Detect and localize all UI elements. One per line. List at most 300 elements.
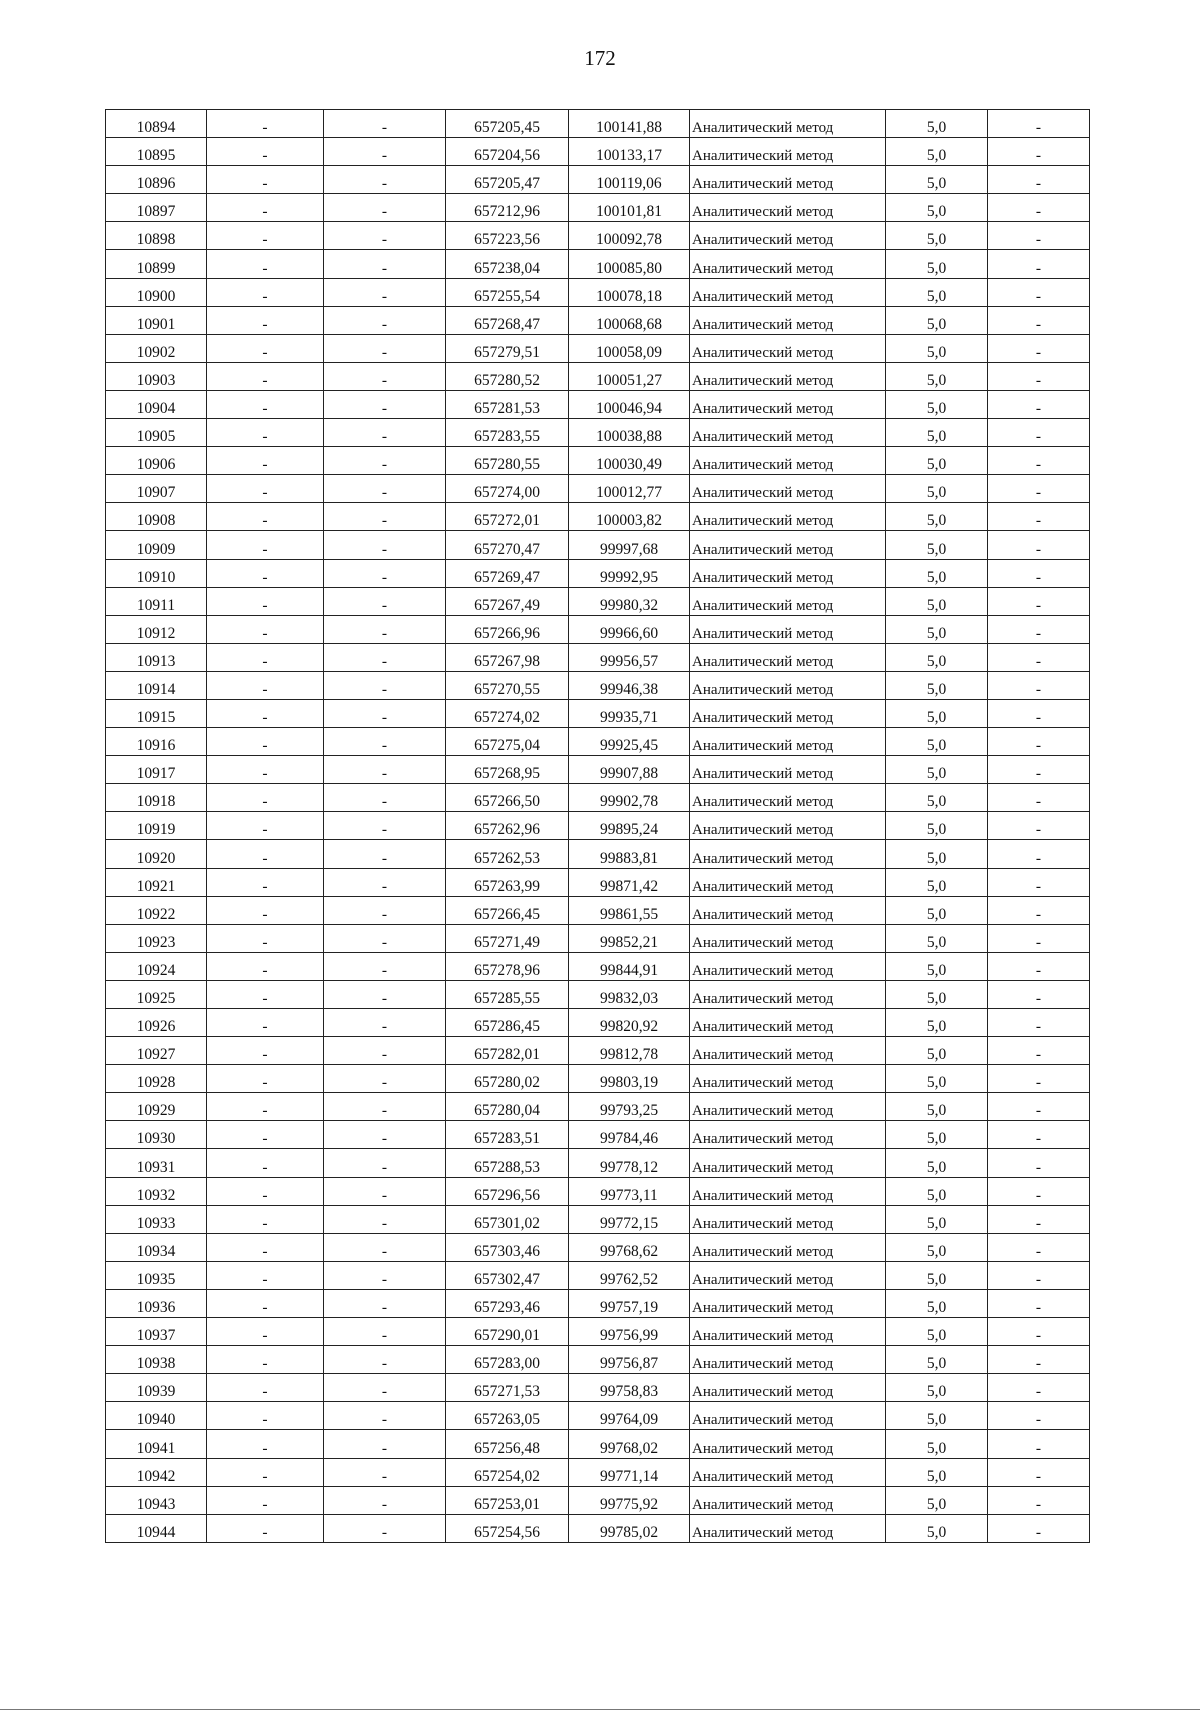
x-coordinate-cell: 657266,96 — [446, 615, 569, 643]
y-coordinate-cell: 99803,19 — [569, 1065, 690, 1093]
empty-value-cell: - — [207, 1205, 324, 1233]
table-row — [106, 756, 1090, 784]
empty-value-cell: - — [324, 1177, 446, 1205]
empty-value-cell: - — [207, 475, 324, 503]
x-coordinate-cell: 657278,96 — [446, 952, 569, 980]
y-coordinate-cell: 99785,02 — [569, 1514, 690, 1542]
empty-value-cell: - — [324, 587, 446, 615]
table-row — [106, 1037, 1090, 1065]
empty-value-cell: - — [207, 728, 324, 756]
x-coordinate-cell: 657280,55 — [446, 447, 569, 475]
method-cell: Аналитический метод — [690, 503, 886, 531]
method-cell: Аналитический метод — [690, 1318, 886, 1346]
method-cell: Аналитический метод — [690, 166, 886, 194]
point-number-cell: 10900 — [106, 278, 207, 306]
method-cell: Аналитический метод — [690, 194, 886, 222]
empty-value-cell: - — [207, 756, 324, 784]
empty-value-cell: - — [324, 756, 446, 784]
empty-value-cell: - — [324, 1205, 446, 1233]
empty-value-cell: - — [324, 419, 446, 447]
empty-value-cell: - — [324, 1093, 446, 1121]
empty-value-cell: - — [207, 671, 324, 699]
method-cell: Аналитический метод — [690, 1346, 886, 1374]
empty-value-cell: - — [324, 250, 446, 278]
table-row — [106, 980, 1090, 1008]
point-number-cell: 10931 — [106, 1149, 207, 1177]
x-coordinate-cell: 657282,01 — [446, 1037, 569, 1065]
point-number-cell: 10913 — [106, 643, 207, 671]
accuracy-cell: 5,0 — [886, 671, 988, 699]
method-cell: Аналитический метод — [690, 868, 886, 896]
method-cell: Аналитический метод — [690, 447, 886, 475]
point-number-cell: 10932 — [106, 1177, 207, 1205]
y-coordinate-cell: 99820,92 — [569, 1009, 690, 1037]
empty-value-cell: - — [207, 1374, 324, 1402]
x-coordinate-cell: 657254,56 — [446, 1514, 569, 1542]
x-coordinate-cell: 657283,55 — [446, 419, 569, 447]
point-number-cell: 10919 — [106, 812, 207, 840]
x-coordinate-cell: 657301,02 — [446, 1205, 569, 1233]
table-row — [106, 587, 1090, 615]
y-coordinate-cell: 99758,83 — [569, 1374, 690, 1402]
y-coordinate-cell: 99902,78 — [569, 784, 690, 812]
empty-value-cell: - — [324, 980, 446, 1008]
method-cell: Аналитический метод — [690, 362, 886, 390]
y-coordinate-cell: 100085,80 — [569, 250, 690, 278]
empty-value-cell: - — [207, 840, 324, 868]
accuracy-cell: 5,0 — [886, 1261, 988, 1289]
empty-value-cell: - — [988, 784, 1090, 812]
table-row — [106, 1261, 1090, 1289]
point-number-cell: 10894 — [106, 110, 207, 138]
empty-value-cell: - — [988, 671, 1090, 699]
empty-value-cell: - — [324, 138, 446, 166]
y-coordinate-cell: 99793,25 — [569, 1093, 690, 1121]
x-coordinate-cell: 657266,45 — [446, 896, 569, 924]
x-coordinate-cell: 657283,51 — [446, 1121, 569, 1149]
page-bottom-edge — [0, 1709, 1200, 1710]
table-row — [106, 728, 1090, 756]
method-cell: Аналитический метод — [690, 1486, 886, 1514]
empty-value-cell: - — [988, 531, 1090, 559]
accuracy-cell: 5,0 — [886, 222, 988, 250]
accuracy-cell: 5,0 — [886, 1121, 988, 1149]
x-coordinate-cell: 657281,53 — [446, 390, 569, 418]
empty-value-cell: - — [207, 1346, 324, 1374]
accuracy-cell: 5,0 — [886, 1177, 988, 1205]
x-coordinate-cell: 657280,04 — [446, 1093, 569, 1121]
table-row — [106, 1318, 1090, 1346]
empty-value-cell: - — [207, 419, 324, 447]
method-cell: Аналитический метод — [690, 1205, 886, 1233]
x-coordinate-cell: 657205,47 — [446, 166, 569, 194]
method-cell: Аналитический метод — [690, 1402, 886, 1430]
table-row — [106, 1065, 1090, 1093]
empty-value-cell: - — [207, 784, 324, 812]
table-row — [106, 110, 1090, 138]
y-coordinate-cell: 99980,32 — [569, 587, 690, 615]
table-row — [106, 812, 1090, 840]
accuracy-cell: 5,0 — [886, 840, 988, 868]
point-number-cell: 10939 — [106, 1374, 207, 1402]
method-cell: Аналитический метод — [690, 671, 886, 699]
empty-value-cell: - — [988, 390, 1090, 418]
empty-value-cell: - — [324, 1037, 446, 1065]
table-row — [106, 896, 1090, 924]
empty-value-cell: - — [324, 1346, 446, 1374]
empty-value-cell: - — [324, 1149, 446, 1177]
empty-value-cell: - — [207, 138, 324, 166]
method-cell: Аналитический метод — [690, 1458, 886, 1486]
empty-value-cell: - — [988, 980, 1090, 1008]
empty-value-cell: - — [324, 643, 446, 671]
table-row — [106, 952, 1090, 980]
point-number-cell: 10904 — [106, 390, 207, 418]
accuracy-cell: 5,0 — [886, 924, 988, 952]
accuracy-cell: 5,0 — [886, 1514, 988, 1542]
method-cell: Аналитический метод — [690, 1261, 886, 1289]
empty-value-cell: - — [207, 306, 324, 334]
accuracy-cell: 5,0 — [886, 1289, 988, 1317]
empty-value-cell: - — [324, 362, 446, 390]
method-cell: Аналитический метод — [690, 475, 886, 503]
table-row — [106, 475, 1090, 503]
empty-value-cell: - — [324, 784, 446, 812]
x-coordinate-cell: 657263,05 — [446, 1402, 569, 1430]
point-number-cell: 10915 — [106, 699, 207, 727]
accuracy-cell: 5,0 — [886, 1009, 988, 1037]
table-row — [106, 1430, 1090, 1458]
method-cell: Аналитический метод — [690, 840, 886, 868]
point-number-cell: 10896 — [106, 166, 207, 194]
x-coordinate-cell: 657204,56 — [446, 138, 569, 166]
table-row — [106, 306, 1090, 334]
y-coordinate-cell: 99762,52 — [569, 1261, 690, 1289]
accuracy-cell: 5,0 — [886, 531, 988, 559]
method-cell: Аналитический метод — [690, 390, 886, 418]
point-number-cell: 10907 — [106, 475, 207, 503]
y-coordinate-cell: 99772,15 — [569, 1205, 690, 1233]
x-coordinate-cell: 657238,04 — [446, 250, 569, 278]
table-row — [106, 1009, 1090, 1037]
empty-value-cell: - — [207, 1486, 324, 1514]
empty-value-cell: - — [207, 166, 324, 194]
method-cell: Аналитический метод — [690, 278, 886, 306]
empty-value-cell: - — [324, 334, 446, 362]
y-coordinate-cell: 99946,38 — [569, 671, 690, 699]
empty-value-cell: - — [988, 1458, 1090, 1486]
y-coordinate-cell: 100003,82 — [569, 503, 690, 531]
empty-value-cell: - — [324, 1374, 446, 1402]
x-coordinate-cell: 657280,52 — [446, 362, 569, 390]
empty-value-cell: - — [988, 419, 1090, 447]
x-coordinate-cell: 657270,55 — [446, 671, 569, 699]
empty-value-cell: - — [207, 250, 324, 278]
accuracy-cell: 5,0 — [886, 1458, 988, 1486]
method-cell: Аналитический метод — [690, 952, 886, 980]
y-coordinate-cell: 100038,88 — [569, 419, 690, 447]
empty-value-cell: - — [324, 1121, 446, 1149]
accuracy-cell: 5,0 — [886, 475, 988, 503]
empty-value-cell: - — [988, 1486, 1090, 1514]
empty-value-cell: - — [207, 812, 324, 840]
empty-value-cell: - — [988, 1346, 1090, 1374]
accuracy-cell: 5,0 — [886, 728, 988, 756]
empty-value-cell: - — [324, 896, 446, 924]
accuracy-cell: 5,0 — [886, 1149, 988, 1177]
x-coordinate-cell: 657280,02 — [446, 1065, 569, 1093]
x-coordinate-cell: 657271,53 — [446, 1374, 569, 1402]
point-number-cell: 10926 — [106, 1009, 207, 1037]
accuracy-cell: 5,0 — [886, 390, 988, 418]
y-coordinate-cell: 99844,91 — [569, 952, 690, 980]
point-number-cell: 10929 — [106, 1093, 207, 1121]
empty-value-cell: - — [324, 531, 446, 559]
accuracy-cell: 5,0 — [886, 896, 988, 924]
empty-value-cell: - — [988, 1205, 1090, 1233]
point-number-cell: 10937 — [106, 1318, 207, 1346]
empty-value-cell: - — [207, 447, 324, 475]
empty-value-cell: - — [324, 1233, 446, 1261]
method-cell: Аналитический метод — [690, 250, 886, 278]
empty-value-cell: - — [988, 306, 1090, 334]
empty-value-cell: - — [207, 1037, 324, 1065]
y-coordinate-cell: 99768,02 — [569, 1430, 690, 1458]
accuracy-cell: 5,0 — [886, 278, 988, 306]
table-row — [106, 924, 1090, 952]
empty-value-cell: - — [207, 1318, 324, 1346]
accuracy-cell: 5,0 — [886, 334, 988, 362]
x-coordinate-cell: 657283,00 — [446, 1346, 569, 1374]
empty-value-cell: - — [324, 475, 446, 503]
table-row — [106, 1374, 1090, 1402]
empty-value-cell: - — [207, 278, 324, 306]
accuracy-cell: 5,0 — [886, 1093, 988, 1121]
accuracy-cell: 5,0 — [886, 980, 988, 1008]
method-cell: Аналитический метод — [690, 1065, 886, 1093]
table-row — [106, 1458, 1090, 1486]
table-row — [106, 1402, 1090, 1430]
point-number-cell: 10921 — [106, 868, 207, 896]
empty-value-cell: - — [988, 1093, 1090, 1121]
accuracy-cell: 5,0 — [886, 138, 988, 166]
y-coordinate-cell: 99966,60 — [569, 615, 690, 643]
table-row — [106, 531, 1090, 559]
empty-value-cell: - — [207, 643, 324, 671]
point-number-cell: 10902 — [106, 334, 207, 362]
empty-value-cell: - — [988, 334, 1090, 362]
y-coordinate-cell: 100068,68 — [569, 306, 690, 334]
point-number-cell: 10920 — [106, 840, 207, 868]
y-coordinate-cell: 99852,21 — [569, 924, 690, 952]
empty-value-cell: - — [988, 1121, 1090, 1149]
table-row — [106, 784, 1090, 812]
method-cell: Аналитический метод — [690, 1177, 886, 1205]
empty-value-cell: - — [324, 728, 446, 756]
accuracy-cell: 5,0 — [886, 812, 988, 840]
point-number-cell: 10912 — [106, 615, 207, 643]
empty-value-cell: - — [324, 924, 446, 952]
x-coordinate-cell: 657266,50 — [446, 784, 569, 812]
y-coordinate-cell: 99771,14 — [569, 1458, 690, 1486]
coordinates-table — [105, 109, 1090, 1543]
empty-value-cell: - — [207, 1177, 324, 1205]
accuracy-cell: 5,0 — [886, 784, 988, 812]
empty-value-cell: - — [207, 896, 324, 924]
x-coordinate-cell: 657275,04 — [446, 728, 569, 756]
empty-value-cell: - — [988, 1318, 1090, 1346]
accuracy-cell: 5,0 — [886, 952, 988, 980]
x-coordinate-cell: 657212,96 — [446, 194, 569, 222]
table-row — [106, 1205, 1090, 1233]
table-row — [106, 1289, 1090, 1317]
table-row — [106, 699, 1090, 727]
point-number-cell: 10943 — [106, 1486, 207, 1514]
point-number-cell: 10938 — [106, 1346, 207, 1374]
method-cell: Аналитический метод — [690, 138, 886, 166]
x-coordinate-cell: 657293,46 — [446, 1289, 569, 1317]
y-coordinate-cell: 100119,06 — [569, 166, 690, 194]
table-row — [106, 1486, 1090, 1514]
empty-value-cell: - — [988, 896, 1090, 924]
accuracy-cell: 5,0 — [886, 1318, 988, 1346]
x-coordinate-cell: 657267,49 — [446, 587, 569, 615]
point-number-cell: 10895 — [106, 138, 207, 166]
empty-value-cell: - — [324, 559, 446, 587]
empty-value-cell: - — [988, 587, 1090, 615]
method-cell: Аналитический метод — [690, 1121, 886, 1149]
accuracy-cell: 5,0 — [886, 503, 988, 531]
method-cell: Аналитический метод — [690, 896, 886, 924]
empty-value-cell: - — [988, 699, 1090, 727]
point-number-cell: 10903 — [106, 362, 207, 390]
y-coordinate-cell: 100092,78 — [569, 222, 690, 250]
accuracy-cell: 5,0 — [886, 1346, 988, 1374]
x-coordinate-cell: 657279,51 — [446, 334, 569, 362]
empty-value-cell: - — [207, 334, 324, 362]
empty-value-cell: - — [988, 166, 1090, 194]
empty-value-cell: - — [324, 699, 446, 727]
empty-value-cell: - — [207, 1430, 324, 1458]
point-number-cell: 10908 — [106, 503, 207, 531]
x-coordinate-cell: 657302,47 — [446, 1261, 569, 1289]
point-number-cell: 10924 — [106, 952, 207, 980]
empty-value-cell: - — [988, 278, 1090, 306]
empty-value-cell: - — [324, 1289, 446, 1317]
y-coordinate-cell: 100012,77 — [569, 475, 690, 503]
point-number-cell: 10922 — [106, 896, 207, 924]
y-coordinate-cell: 100030,49 — [569, 447, 690, 475]
point-number-cell: 10944 — [106, 1514, 207, 1542]
point-number-cell: 10930 — [106, 1121, 207, 1149]
method-cell: Аналитический метод — [690, 643, 886, 671]
x-coordinate-cell: 657286,45 — [446, 1009, 569, 1037]
x-coordinate-cell: 657296,56 — [446, 1177, 569, 1205]
empty-value-cell: - — [988, 475, 1090, 503]
y-coordinate-cell: 99756,87 — [569, 1346, 690, 1374]
point-number-cell: 10928 — [106, 1065, 207, 1093]
empty-value-cell: - — [207, 1458, 324, 1486]
accuracy-cell: 5,0 — [886, 447, 988, 475]
empty-value-cell: - — [324, 278, 446, 306]
table-row — [106, 840, 1090, 868]
empty-value-cell: - — [988, 868, 1090, 896]
empty-value-cell: - — [324, 671, 446, 699]
table-row — [106, 390, 1090, 418]
y-coordinate-cell: 99907,88 — [569, 756, 690, 784]
method-cell: Аналитический метод — [690, 1430, 886, 1458]
empty-value-cell: - — [324, 1486, 446, 1514]
table-row — [106, 1346, 1090, 1374]
point-number-cell: 10918 — [106, 784, 207, 812]
y-coordinate-cell: 100101,81 — [569, 194, 690, 222]
table-row — [106, 503, 1090, 531]
x-coordinate-cell: 657205,45 — [446, 110, 569, 138]
y-coordinate-cell: 100078,18 — [569, 278, 690, 306]
empty-value-cell: - — [324, 1065, 446, 1093]
y-coordinate-cell: 99757,19 — [569, 1289, 690, 1317]
point-number-cell: 10899 — [106, 250, 207, 278]
method-cell: Аналитический метод — [690, 110, 886, 138]
accuracy-cell: 5,0 — [886, 362, 988, 390]
empty-value-cell: - — [324, 1261, 446, 1289]
y-coordinate-cell: 99812,78 — [569, 1037, 690, 1065]
empty-value-cell: - — [988, 222, 1090, 250]
accuracy-cell: 5,0 — [886, 1402, 988, 1430]
method-cell: Аналитический метод — [690, 559, 886, 587]
table-row — [106, 166, 1090, 194]
y-coordinate-cell: 99925,45 — [569, 728, 690, 756]
empty-value-cell: - — [324, 390, 446, 418]
point-number-cell: 10936 — [106, 1289, 207, 1317]
empty-value-cell: - — [324, 194, 446, 222]
point-number-cell: 10942 — [106, 1458, 207, 1486]
accuracy-cell: 5,0 — [886, 1205, 988, 1233]
empty-value-cell: - — [988, 812, 1090, 840]
x-coordinate-cell: 657262,53 — [446, 840, 569, 868]
y-coordinate-cell: 99773,11 — [569, 1177, 690, 1205]
empty-value-cell: - — [988, 138, 1090, 166]
method-cell: Аналитический метод — [690, 980, 886, 1008]
y-coordinate-cell: 99861,55 — [569, 896, 690, 924]
table-row — [106, 334, 1090, 362]
x-coordinate-cell: 657256,48 — [446, 1430, 569, 1458]
empty-value-cell: - — [988, 1402, 1090, 1430]
empty-value-cell: - — [988, 1289, 1090, 1317]
empty-value-cell: - — [988, 728, 1090, 756]
empty-value-cell: - — [324, 1402, 446, 1430]
y-coordinate-cell: 100058,09 — [569, 334, 690, 362]
empty-value-cell: - — [207, 615, 324, 643]
point-number-cell: 10940 — [106, 1402, 207, 1430]
empty-value-cell: - — [988, 559, 1090, 587]
accuracy-cell: 5,0 — [886, 559, 988, 587]
empty-value-cell: - — [324, 447, 446, 475]
table-row — [106, 643, 1090, 671]
y-coordinate-cell: 99778,12 — [569, 1149, 690, 1177]
y-coordinate-cell: 100133,17 — [569, 138, 690, 166]
accuracy-cell: 5,0 — [886, 868, 988, 896]
empty-value-cell: - — [324, 615, 446, 643]
x-coordinate-cell: 657269,47 — [446, 559, 569, 587]
x-coordinate-cell: 657253,01 — [446, 1486, 569, 1514]
accuracy-cell: 5,0 — [886, 110, 988, 138]
empty-value-cell: - — [324, 503, 446, 531]
empty-value-cell: - — [324, 222, 446, 250]
y-coordinate-cell: 99832,03 — [569, 980, 690, 1008]
empty-value-cell: - — [988, 503, 1090, 531]
accuracy-cell: 5,0 — [886, 643, 988, 671]
